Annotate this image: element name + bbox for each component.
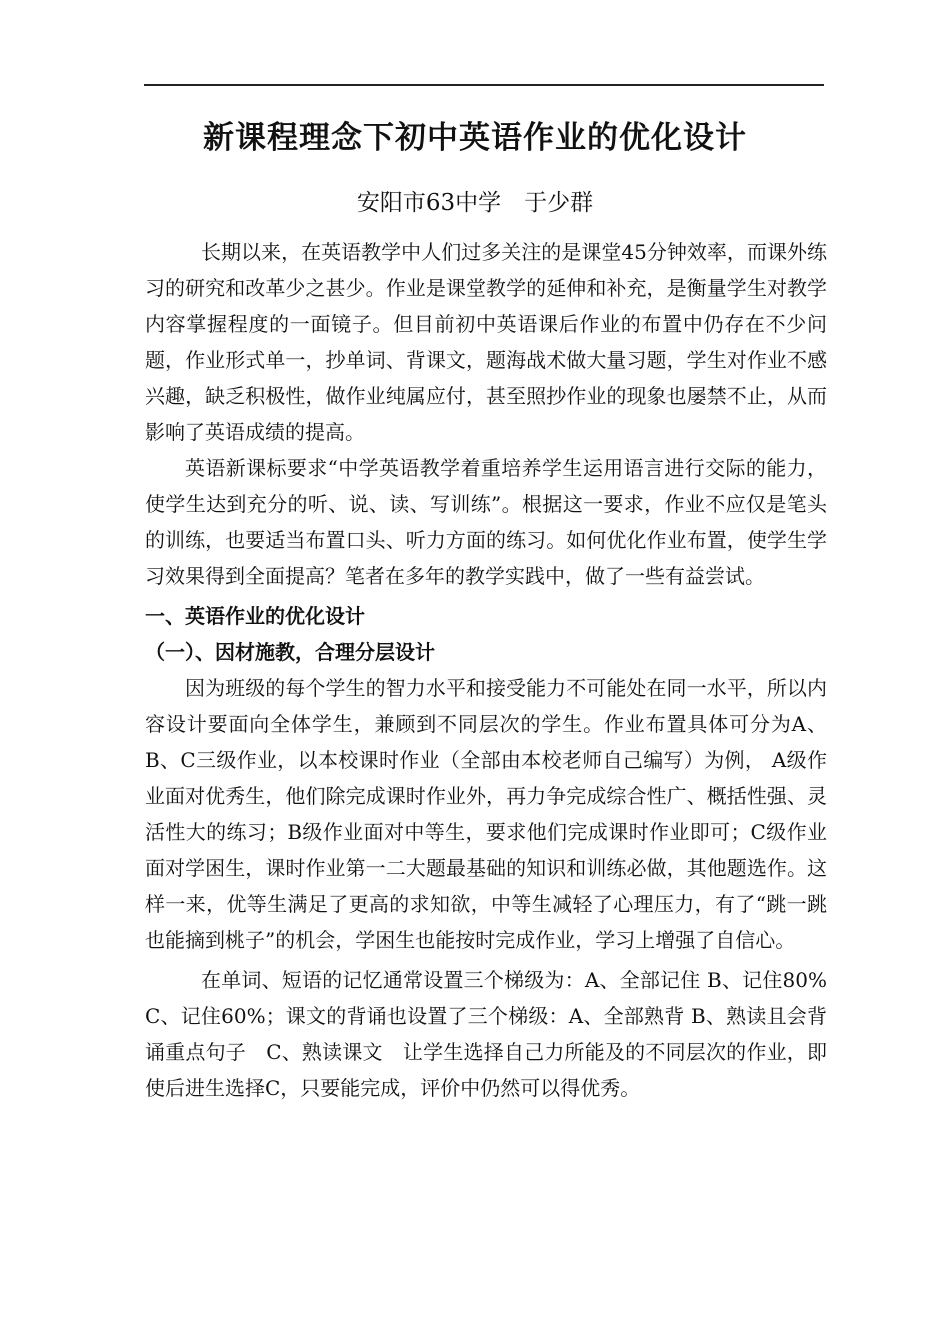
paragraph-standard: 英语新课标要求“中学英语教学着重培养学生运用语言进行交际的能力，使学生达到充分的听、说、读、写训练”。根据这一要求，作业不应仅是笔头的训练，也要适当布置口头、听力方面的练习。如何优化作业布置，使学生学习效果得到全面提高？笔者在多年的教学实践中，做了一些有益尝试。 [145,456,827,588]
header-rule [144,84,824,86]
section-heading: 一、英语作业的优化设计 [145,604,365,628]
paragraph-intro: 长期以来，在英语教学中人们过多关注的是课堂45分钟效率，而课外练习的研究和改革少之甚少。作业是课堂教学的延伸和补充，是衡量学生对教学内容掌握程度的一面镜子。但目前初中英语课后作业的布置中仍存在不少问题，作业形式单一，抄单词、背课文，题海战术做大量习题，学生对作业不感兴趣，缺乏积极性，做作业纯属应付，甚至照抄作业的现象也屡禁不止，从而影响了英语成绩的提高。 [145,240,827,444]
subsection-heading: （一）、因材施教，合理分层设计 [145,640,435,664]
document-title: 新课程理念下初中英语作业的优化设计 [203,120,747,156]
paragraph-tiers: 在单词、短语的记忆通常设置三个梯级为：A、全部记住 B、记住80% C、记住60%；课文的背诵也设置了三个梯级：A、全部熟背 B、熟读且会背诵重点句子 C、熟读课文 让学生选择自己力所能及的不同层次的作业，即使后进生选择C，只要能完成，评价中仍然可以得优秀。 [145,968,847,1100]
author-line: 安阳市63中学 于少群 [356,190,594,216]
document-body [145,234,847,1106]
paragraph-layered-design: 因为班级的每个学生的智力水平和接受能力不可能处在同一水平，所以内容设计要面向全体学生，兼顾到不同层次的学生。作业布置具体可分为A、B、C三级作业，以本校课时作业（全部由本校老师自己编写）为例， A级作业面对优秀生，他们除完成课时作业外，再力争完成综合性广、概括性强、灵活性大的练习；B级作业面对中等生，要求他们完成课时作业即可；C级作业面对学困生，课时作业第一二大题最基础的知识和训练必做，其他题选作。这样一来，优等生满足了更高的求知欲，中等生减轻了心理压力，有了“跳一跳也能摘到桃子”的机会，学困生也能按时完成作业，学习上增强了自信心。 [145,676,827,952]
